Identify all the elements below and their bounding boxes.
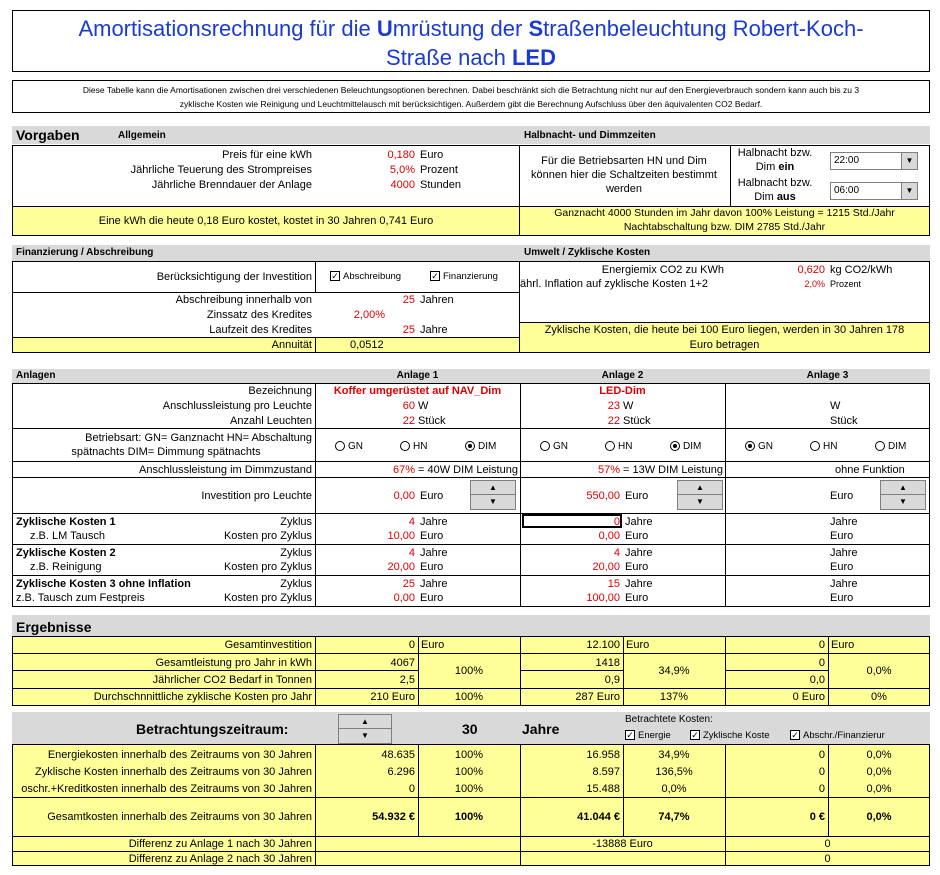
abschreibung-label: Abschreibung innerhalb von: [175, 294, 312, 306]
kwh-price-unit: Euro: [420, 149, 444, 161]
halbnacht-heading: Halbnacht- und Dimmzeiten: [524, 130, 656, 141]
anlage-2-zyklisch-zeitraum: 8.597: [592, 766, 620, 778]
halbnacht-summary-1: Ganznacht 4000 Stunden im Jahr davon 100% Leistung = 1215 Std./Jahr: [554, 207, 895, 219]
jahre-unit: Jahre: [625, 516, 653, 528]
anlage-2-co2-bedarf: 0,9: [604, 674, 620, 686]
anlage-3-differenz-2: 0: [824, 853, 831, 865]
annuitaet-label: Annuität: [271, 339, 312, 351]
anlage-2-dimm-pct[interactable]: 57%: [597, 464, 620, 476]
arrow-down-icon[interactable]: ▼: [489, 497, 497, 506]
euro-unit: Euro: [625, 592, 649, 604]
dim-aus-label-2: Dim aus: [754, 191, 796, 203]
anlage-3-leistung-pct: 0,0%: [866, 665, 892, 677]
arrow-up-icon[interactable]: ▲: [339, 715, 391, 729]
co2-bedarf-label: Jährlicher CO2 Bedarf in Tonnen: [152, 674, 312, 686]
gesamtleistung-label: Gesamtleistung pro Jahr in kWh: [155, 657, 312, 669]
euro-unit: Euro: [830, 561, 854, 573]
laufzeit-unit: Jahre: [420, 324, 448, 336]
energiekosten-label: Energiekosten innerhalb des Zeitraums von 30 Jahren: [47, 749, 312, 761]
zk3-sub: z.B. Tausch zum Festpreis: [16, 592, 145, 604]
checkbox-icon[interactable]: ✓: [431, 271, 439, 282]
abschreibung-kosten-checkbox[interactable]: ✓ Abschr./Finanzierur: [791, 730, 885, 741]
chevron-down-icon[interactable]: ▼: [901, 153, 917, 169]
euro-unit: Euro: [830, 490, 854, 502]
zyklisch-checkbox[interactable]: ✓ Zyklische Koste: [691, 730, 770, 741]
anlage-2-differenz-1: -13888 Euro: [592, 838, 653, 850]
anzahl-unit: Stück: [418, 415, 446, 427]
vorgaben-heading: Vorgaben: [16, 127, 80, 143]
zk2-kosten-label: Kosten pro Zyklus: [223, 561, 312, 573]
leistung-unit: W: [418, 400, 429, 412]
allgemein-summary: Eine kWh die heute 0,18 Euro kostet, kostet in 30 Jahren 0,741 Euro: [98, 215, 434, 227]
anlage-2-energiekosten-pct: 34,9%: [658, 749, 690, 761]
anlage-3-gesamtkosten: 0 €: [809, 811, 825, 823]
betrachtung-unit: Jahre: [522, 721, 560, 737]
differenz-1-label: Differenz zu Anlage 1 nach 30 Jahren: [128, 838, 312, 850]
anlage-2-zk2-zyklus[interactable]: 4: [613, 547, 620, 559]
finanzierung-heading: Finanzierung / Abschreibung: [16, 247, 154, 258]
anlage-1-energiekosten: 48.635: [381, 749, 415, 761]
invest-pro-leuchte-label: Investition pro Leuchte: [201, 490, 312, 502]
betrachtete-kosten-label: Betrachtete Kosten:: [625, 714, 713, 725]
anlage-1-dimm-text: = 40W DIM Leistung: [418, 464, 518, 476]
betrachtung-value: 30: [462, 721, 478, 737]
anlage-2-gesamtleistung: 1418: [595, 657, 620, 669]
euro-unit: Euro: [421, 639, 445, 651]
halbnacht-summary-2: Nachtabschaltung bzw. DIM 2785 Std./Jahr: [623, 221, 826, 233]
laufzeit-label: Laufzeit des Kredites: [209, 324, 312, 336]
anlage-1-radio-gn[interactable]: GN: [335, 440, 363, 454]
anlage-2-zk1-zyklus[interactable]: 0: [613, 516, 620, 528]
anlage-2-gesamtkosten: 41.044 €: [577, 811, 620, 823]
betrachtung-label: Betrachtungszeitraum:: [136, 721, 289, 737]
anlage-2-zyklisch-kosten: 287 Euro: [575, 691, 620, 703]
anlage-2-gesamtkosten-pct: 74,7%: [658, 811, 690, 823]
differenz-2-label: Differenz zu Anlage 2 nach 30 Jahren: [128, 853, 312, 865]
anlage-3-heading: Anlage 3: [806, 370, 849, 381]
zk3-label: Zyklische Kosten 3 ohne Inflation: [16, 578, 191, 590]
anlage-1-radio-hn[interactable]: HN: [400, 440, 427, 454]
umwelt-summary-1: Zyklische Kosten, die heute bei 100 Euro liegen, werden in 30 Jahren 178: [544, 324, 905, 336]
teuerung-value[interactable]: 5,0%: [389, 164, 415, 176]
anlage-2-zk2-kosten[interactable]: 20,00: [592, 561, 620, 573]
jahre-unit: Jahre: [625, 578, 653, 590]
zk3-kosten-label: Kosten pro Zyklus: [223, 592, 312, 604]
anlage-1-zyklisch-pct: 100%: [454, 691, 484, 703]
anlage-2-energiekosten: 16.958: [586, 749, 620, 761]
anlage-2-kreditkosten-pct: 0,0%: [661, 783, 687, 795]
anlage-3-zyklisch-zeitraum-pct: 0,0%: [866, 766, 892, 778]
dim-ein-label-2: Dim ein: [755, 161, 795, 173]
anzahl-unit: Stück: [830, 415, 858, 427]
anlage-3-zyklisch-kosten: 0 Euro: [792, 691, 825, 703]
arrow-down-icon[interactable]: ▼: [696, 497, 704, 506]
zk2-label: Zyklische Kosten 2: [16, 547, 116, 559]
anlage-3-radio-dim[interactable]: DIM: [875, 440, 906, 454]
anlagen-heading: Anlagen: [16, 370, 56, 381]
anlage-3-zyklisch-zeitraum: 0: [818, 766, 825, 778]
anlage-2-bezeichnung[interactable]: LED-Dim: [599, 385, 646, 397]
anlage-1-zyklisch-zeitraum-pct: 100%: [454, 766, 484, 778]
zk3-zyklus-label: Zyklus: [280, 578, 312, 590]
euro-unit: Euro: [626, 639, 650, 651]
euro-unit: Euro: [625, 561, 649, 573]
abschreibung-unit: Jahren: [420, 294, 454, 306]
euro-unit: Euro: [420, 561, 444, 573]
anlage-1-invest-spinner[interactable]: [470, 480, 516, 510]
laufzeit-value[interactable]: 25: [402, 324, 415, 336]
checkbox-icon[interactable]: ✓: [626, 730, 634, 741]
arrow-up-icon[interactable]: ▲: [471, 481, 515, 495]
betriebsart-label-1: Betriebsart: GN= Ganznacht HN= Abschaltung: [85, 432, 312, 444]
arrow-up-icon[interactable]: ▲: [881, 481, 925, 495]
anlage-1-gesamtkosten-pct: 100%: [454, 811, 484, 823]
anlage-1-zk1-zyklus[interactable]: 4: [408, 516, 415, 528]
anlage-2-zk1-kosten[interactable]: 0,00: [598, 530, 620, 542]
bezeichnung-label: Bezeichnung: [248, 385, 312, 397]
dim-ein-select[interactable]: 22:00 ▼: [830, 152, 918, 170]
halbnacht-text-2: können hier die Schaltzeiten bestimmt: [531, 169, 717, 181]
zk1-sub: z.B. LM Tausch: [30, 530, 105, 542]
leistung-unit: W: [830, 400, 841, 412]
anlage-1-co2-bedarf: 2,5: [399, 674, 415, 686]
abschreibung-value[interactable]: 25: [402, 294, 415, 306]
jahre-unit: Jahre: [420, 578, 448, 590]
ergebnisse-header: [12, 615, 930, 637]
anlage-1-zk1-kosten[interactable]: 10,00: [387, 530, 415, 542]
anlage-2-zyklisch-zeitraum-pct: 136,5%: [655, 766, 693, 778]
arrow-up-icon[interactable]: ▲: [678, 481, 722, 495]
anlage-2-anzahl[interactable]: 22: [607, 415, 620, 427]
anlage-1-radio-dim[interactable]: DIM: [465, 440, 496, 454]
teuerung-label: Jährliche Teuerung des Strompreises: [130, 164, 312, 176]
anlage-3-radio-hn[interactable]: HN: [810, 440, 837, 454]
anlage-2-gesamtinvestition: 12.100: [586, 639, 620, 651]
finanzierung-checkbox[interactable]: ✓ Finanzierung: [431, 271, 498, 282]
anlage-3-energiekosten-pct: 0,0%: [866, 749, 892, 761]
anlage-3-kreditkosten-pct: 0,0%: [866, 783, 892, 795]
euro-unit: Euro: [625, 490, 649, 502]
euro-unit: Euro: [420, 530, 444, 542]
anlage-1-invest[interactable]: 0,00: [393, 490, 415, 502]
kwh-price-value[interactable]: 0,180: [387, 149, 415, 161]
allgemein-heading: Allgemein: [118, 130, 166, 141]
leistung-label: Anschlussleistung pro Leuchte: [162, 400, 312, 412]
anlage-1-bezeichnung[interactable]: Koffer umgerüstet auf NAV_Dim: [333, 385, 502, 397]
jahre-unit: Jahre: [420, 516, 448, 528]
anlage-2-leistung-pct: 34,9%: [658, 665, 690, 677]
dim-aus-label-1: Halbnacht bzw.: [737, 177, 813, 189]
anlage-1-zk3-zyklus[interactable]: 25: [402, 578, 415, 590]
anlage-2-radio-hn[interactable]: HN: [605, 440, 632, 454]
anlage-3-differenz-1: 0: [824, 838, 831, 850]
anlage-3-energiekosten: 0: [818, 749, 825, 761]
euro-unit: Euro: [420, 592, 444, 604]
umwelt-heading: Umwelt / Zyklische Kosten: [524, 247, 651, 258]
anlage-3-dimm-text: ohne Funktion: [835, 464, 905, 476]
investition-label: Berücksichtigung der Investition: [156, 271, 312, 283]
anlage-1-gesamtkosten: 54.932 €: [372, 811, 415, 823]
checkbox-icon[interactable]: ✓: [791, 730, 799, 741]
annuitaet-value: 0,0512: [350, 339, 384, 351]
co2-unit: kg CO2/kWh: [830, 264, 893, 276]
anlage-1-leistung-pct: 100%: [454, 665, 484, 677]
anlage-2-zk3-kosten[interactable]: 100,00: [586, 592, 620, 604]
zyklisch-kosten-label: Durchschnnittliche zyklische Kosten pro Jahr: [93, 691, 312, 703]
anlage-1-zyklisch-kosten: 210 Euro: [370, 691, 415, 703]
anlage-2-heading: Anlage 2: [601, 370, 644, 381]
zinssatz-label: Zinssatz des Kredites: [206, 309, 312, 321]
arrow-down-icon[interactable]: ▼: [899, 497, 907, 506]
dimm-label: Anschlussleistung im Dimmzustand: [138, 464, 312, 476]
anlage-2-kreditkosten: 15.488: [586, 783, 620, 795]
anlage-3-gesamtinvestition: 0: [818, 639, 825, 651]
brenndauer-unit: Stunden: [420, 179, 461, 191]
anlage-2-invest-spinner[interactable]: [677, 480, 723, 510]
anlage-3-co2-bedarf: 0,0: [809, 674, 825, 686]
anlage-1-zk2-kosten[interactable]: 20,00: [387, 561, 415, 573]
inflation-label: ährl. Inflation auf zyklische Kosten 1+2: [520, 278, 709, 290]
kreditkosten-label: oschr.+Kreditkosten innerhalb des Zeitraums von 30 Jahren: [21, 783, 312, 795]
zk2-zyklus-label: Zyklus: [280, 547, 312, 559]
euro-unit: Euro: [830, 592, 854, 604]
abschreibung-checkbox[interactable]: ✓ Abschreibung: [331, 271, 402, 282]
anlage-2-leistung[interactable]: 23: [607, 400, 620, 412]
euro-unit: Euro: [831, 639, 855, 651]
euro-unit: Euro: [830, 530, 854, 542]
betrachtung-spinner[interactable]: [338, 714, 392, 744]
anlage-3-gesamtkosten-pct: 0,0%: [866, 811, 892, 823]
umwelt-summary-2: Euro betragen: [689, 339, 760, 351]
anlage-1-zk2-zyklus[interactable]: 4: [408, 547, 415, 559]
anlage-1-heading: Anlage 1: [396, 370, 439, 381]
jahre-unit: Jahre: [830, 547, 858, 559]
anlage-3-invest-spinner[interactable]: [880, 480, 926, 510]
anlage-1-kreditkosten: 0: [408, 783, 415, 795]
jahre-unit: Jahre: [830, 578, 858, 590]
checkbox-icon[interactable]: ✓: [331, 271, 339, 282]
zk1-zyklus-label: Zyklus: [280, 516, 312, 528]
anlage-2-radio-gn[interactable]: GN: [540, 440, 568, 454]
anlage-1-leistung[interactable]: 60: [402, 400, 415, 412]
page-title: Amortisationsrechnung für die Umrüstung der Straßenbeleuchtung Robert-Koch- Straße nach LED: [12, 10, 930, 72]
brenndauer-value[interactable]: 4000: [390, 179, 415, 191]
anlage-2-zk3-zyklus[interactable]: 15: [607, 578, 620, 590]
euro-unit: Euro: [625, 530, 649, 542]
jahre-unit: Jahre: [830, 516, 858, 528]
anzahl-unit: Stück: [623, 415, 651, 427]
energie-checkbox[interactable]: ✓ Energie: [626, 730, 671, 741]
anzahl-label: Anzahl Leuchten: [230, 415, 312, 427]
jahre-unit: Jahre: [625, 547, 653, 559]
co2-value[interactable]: 0,620: [797, 264, 825, 276]
anlage-1-gesamtleistung: 4067: [390, 657, 415, 669]
chevron-down-icon[interactable]: ▼: [901, 183, 917, 199]
anlage-1-gesamtinvestition: 0: [408, 639, 415, 651]
description: Diese Tabelle kann die Amortisationen zwischen drei verschiedenen Beleuchtungsoptionen berechnen. Dabei beschränkt sich die Betrachtung nicht nur auf den Energieverbrauch sondern kann auch bis zu 3 zyklische Kosten wie Reinigung und Leuchtmittelausch mit berücksichtigen. Außerdem gibt die Berechnung Aufschluss über den äquivalenten CO2 Bedarf.: [12, 80, 930, 113]
checkbox-icon[interactable]: ✓: [691, 730, 699, 741]
anlage-1-kreditkosten-pct: 100%: [454, 783, 484, 795]
anlage-2-dimm-text: = 13W DIM Leistung: [623, 464, 723, 476]
zk2-sub: z.B. Reinigung: [30, 561, 102, 573]
anlage-1-zyklisch-zeitraum: 6.296: [387, 766, 415, 778]
anlage-2-zyklisch-pct: 137%: [659, 691, 689, 703]
halbnacht-text-1: Für die Betriebsarten HN und Dim: [541, 155, 707, 167]
dim-ein-label-1: Halbnacht bzw.: [737, 147, 813, 159]
anlage-3-radio-gn[interactable]: GN: [745, 440, 773, 454]
anlage-1-dimm-pct[interactable]: 67%: [392, 464, 415, 476]
anlage-3-kreditkosten: 0: [818, 783, 825, 795]
jahre-unit: Jahre: [420, 547, 448, 559]
teuerung-unit: Prozent: [420, 164, 458, 176]
anlage-2-radio-dim[interactable]: DIM: [670, 440, 701, 454]
anlage-3-gesamtleistung: 0: [818, 657, 825, 669]
brenndauer-label: Jährliche Brenndauer der Anlage: [151, 179, 312, 191]
inflation-value[interactable]: 2,0%: [804, 279, 825, 289]
anlage-1-zk3-kosten[interactable]: 0,00: [393, 592, 415, 604]
halbnacht-text-3: werden: [605, 183, 643, 195]
zk1-label: Zyklische Kosten 1: [16, 516, 116, 528]
gesamtkosten-label: Gesamtkosten innerhalb des Zeitraums von 30 Jahren: [47, 811, 312, 823]
anlage-2-invest[interactable]: 550,00: [586, 490, 620, 502]
ergebnisse-heading: Ergebnisse: [16, 619, 92, 635]
arrow-down-icon[interactable]: ▼: [361, 731, 369, 740]
kwh-price-label: Preis für eine kWh: [222, 149, 312, 161]
euro-unit: Euro: [420, 490, 444, 502]
anlage-3-zyklisch-pct: 0%: [871, 691, 887, 703]
zyklisch-zeitraum-label: Zyklische Kosten innerhalb des Zeitraums von 30 Jahren: [35, 766, 312, 778]
betriebsart-label-2: spätnachts DIM= Dimmung spätnachts: [71, 446, 261, 458]
gesamtinvestition-label: Gesamtinvestition: [224, 639, 312, 651]
anlage-1-anzahl[interactable]: 22: [402, 415, 415, 427]
inflation-unit: Prozent: [830, 279, 862, 289]
zk1-kosten-label: Kosten pro Zyklus: [223, 530, 312, 542]
zinssatz-value[interactable]: 2,00%: [353, 309, 385, 321]
anlage-1-energiekosten-pct: 100%: [454, 749, 484, 761]
leistung-unit: W: [623, 400, 634, 412]
co2-label: Energiemix CO2 zu KWh: [601, 264, 724, 276]
dim-aus-select[interactable]: 06:00 ▼: [830, 182, 918, 200]
